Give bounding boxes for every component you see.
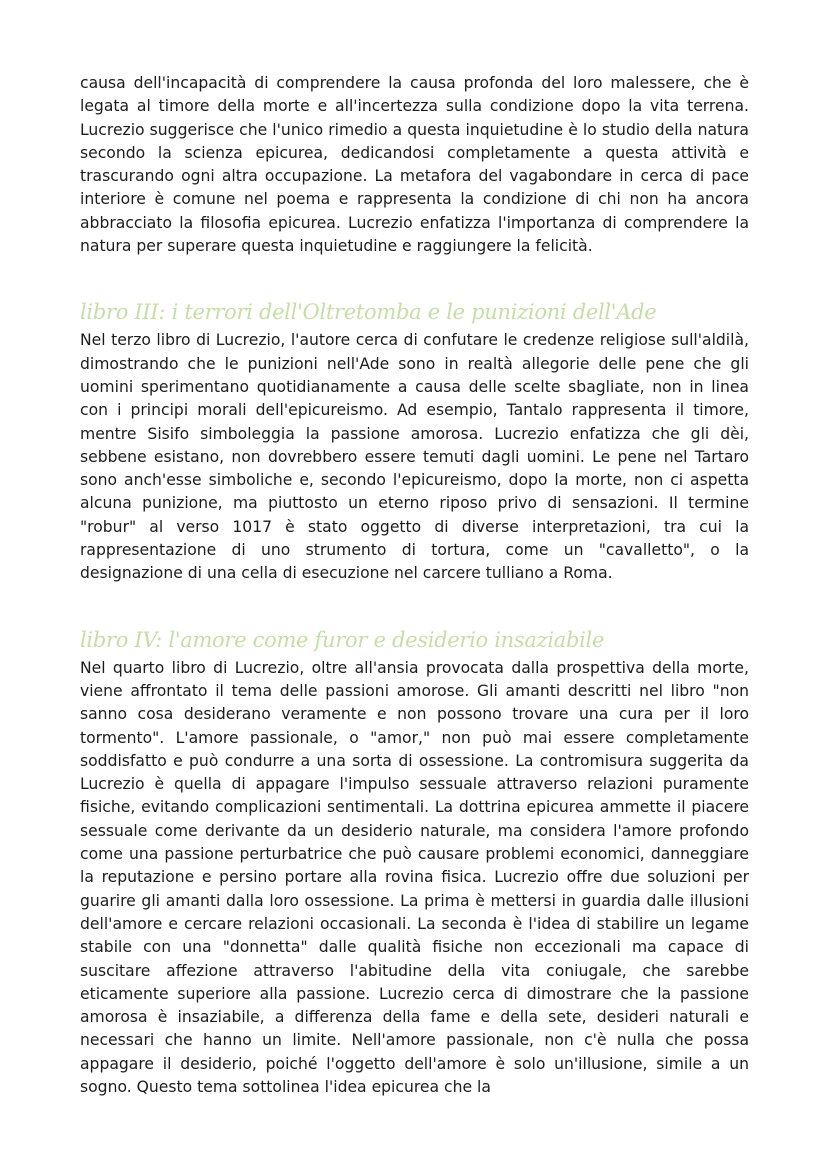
book-3-paragraph: Nel terzo libro di Lucrezio, l'autore cerca di confutare le credenze religiose sull'aldilà, dimostrando che le punizioni nell'Ade sono in realtà allegorie delle pene che gli uomini sperimentano quotidianamente a causa delle scelte sbagliate, non in linea con i principi morali dell'epicureismo. Ad esempio, Tantalo rappresenta il timore, mentre Sisifo simboleggia la passione amorosa. Lucrezio enfatizza che gli dèi, sebbene esistano, non dovrebbero essere temuti dagli uomini. Le pene nel Tartaro sono anch'esse simboliche e, secondo l'epicureismo, dopo la morte, non ci aspetta alcuna punizione, ma piuttosto un eterno riposo privo di sensazioni. Il termine "robur" al verso 1017 è stato oggetto di diverse interpretazioni, tra cui la rappresentazione di uno strumento di tortura, come un "cavalletto", o la designazione di una cella di esecuzione nel carcere tulliano a Roma. (80, 331, 749, 583)
book-3-heading: libro III: i terrori dell'Oltretomba e le punizioni dell'Ade (80, 300, 657, 325)
intro-paragraph: causa dell'incapacità di comprendere la causa profonda del loro malessere, che è legata al timore della morte e all'incertezza sulla condizione dopo la vita terrena. Lucrezio suggerisce che l'unico rimedio a questa inquietudine è lo studio della natura secondo la scienza epicurea, dedicandosi completamente a questa attività e trascurando ogni altra occupazione. La metafora del vagabondare in cerca di pace interiore è comune nel poema e rappresenta la condizione di chi non ha ancora abbracciato la filosofia epicurea. Lucrezio enfatizza l'importanza di comprendere la natura per superare questa inquietudine e raggiungere la felicità. (80, 74, 749, 256)
book-4-heading: libro IV: l'amore come furor e desiderio insaziabile (80, 627, 605, 652)
book-4-paragraph: Nel quarto libro di Lucrezio, oltre all'ansia provocata dalla prospettiva della morte, viene affrontato il tema delle passioni amorose. Gli amanti descritti nel libro "non sanno cosa desiderano veramente e non possono trovare una cura per il loro tormento". L'amore passionale, o "amor," non può mai essere completamente soddisfatto e può condurre a una sorta di ossessione. La contromisura suggerita da Lucrezio è quella di appagare l'impulso sessuale attraverso relazioni puramente fisiche, evitando complicazioni sentimentali. La dottrina epicurea ammette il piacere sessuale come derivante da un desiderio naturale, ma considera l'amore profondo come una passione perturbatrice che può causare problemi economici, danneggiare la reputazione e persino portare alla rovina fisica. Lucrezio offre due soluzioni per guarire gli amanti dalla loro ossessione. La prima è mettersi in guardia dalle illusioni dell'amore e cercare relazioni occasionali. La seconda è l'idea di stabilire un legame stabile con una "donnetta" dalle qualità fisiche non eccezionali ma capace di suscitare affezione attraverso l'abitudine della vita coniugale, che sarebbe eticamente superiore alla passione. Lucrezio cerca di dimostrare che la passione amorosa è insaziabile, a differenza della fame e della sete, desideri naturali e necessari che hanno un limite. Nell'amore passionale, non c'è nulla che possa appagare il desiderio, poiché l'oggetto dell'amore è solo un'illusione, simile a un sogno. Questo tema sottolinea l'idea epicurea che la (80, 658, 749, 1096)
document-page (80, 72, 749, 1099)
